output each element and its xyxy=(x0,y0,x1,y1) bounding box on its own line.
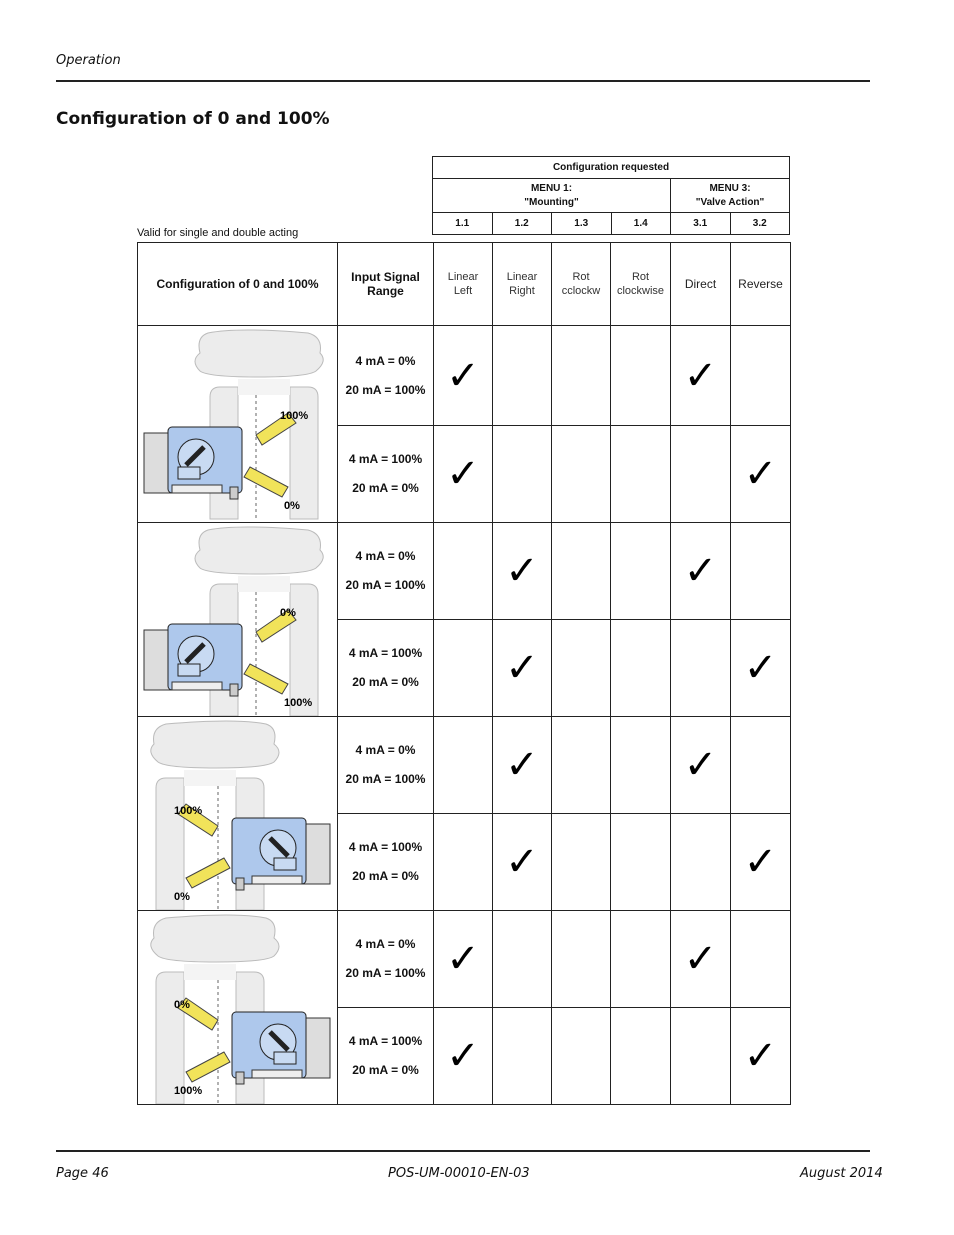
code-cell: 1.1 xyxy=(433,213,493,235)
checkmark-icon: ✓ xyxy=(743,451,778,497)
section-header: Operation xyxy=(56,53,121,68)
signal-line2: 20 mA = 0% xyxy=(352,1063,419,1077)
signal-line2: 20 mA = 100% xyxy=(345,382,426,397)
check-cell xyxy=(611,620,671,717)
footer-doc-id: POS-UM-00010-EN-03 xyxy=(388,1166,530,1181)
signal-line1: 4 mA = 100% xyxy=(348,1034,423,1048)
code-cell: 3.2 xyxy=(730,213,790,235)
check-cell xyxy=(671,717,731,814)
menu1-line2: "Mounting" xyxy=(524,196,579,208)
check-cell xyxy=(611,717,671,814)
check-cell xyxy=(611,426,671,523)
footer-page: Page 46 xyxy=(56,1166,109,1181)
col-11-line1: Linear xyxy=(447,271,479,283)
checkmark-icon: ✓ xyxy=(446,451,480,497)
check-cell xyxy=(731,426,791,523)
page-title: Configuration of 0 and 100% xyxy=(56,109,330,129)
check-cell xyxy=(671,814,731,911)
check-cell xyxy=(731,717,791,814)
valid-note: Valid for single and double acting xyxy=(137,227,299,239)
check-cell xyxy=(434,326,493,426)
input-signal-cell xyxy=(338,911,434,1008)
check-cell xyxy=(434,1008,493,1105)
check-cell xyxy=(552,814,611,911)
menu1-line1: MENU 1: xyxy=(530,182,573,194)
col-config-header: Configuration of 0 and 100% xyxy=(138,243,338,326)
check-cell xyxy=(552,717,611,814)
check-cell xyxy=(671,523,731,620)
input-signal-cell xyxy=(338,326,434,426)
check-cell xyxy=(493,1008,552,1105)
check-cell xyxy=(731,1008,791,1105)
check-cell xyxy=(493,911,552,1008)
check-cell xyxy=(493,717,552,814)
signal-line1: 4 mA = 0% xyxy=(355,937,416,951)
signal-line1: 4 mA = 0% xyxy=(355,743,416,757)
config-illustration-cell xyxy=(138,326,338,523)
input-signal-cell xyxy=(338,717,434,814)
checkmark-icon: ✓ xyxy=(505,645,539,691)
check-cell xyxy=(611,1008,671,1105)
menu3-line2: "Valve Action" xyxy=(695,196,765,208)
check-cell xyxy=(434,426,493,523)
check-cell xyxy=(671,426,731,523)
col-13-line1: Rot xyxy=(572,271,590,283)
input-signal-cell xyxy=(338,426,434,523)
input-signal-cell xyxy=(338,814,434,911)
signal-line1: 4 mA = 0% xyxy=(355,549,416,563)
checkmark-icon: ✓ xyxy=(683,742,718,788)
checkmark-icon: ✓ xyxy=(743,839,778,885)
input-signal-cell xyxy=(338,1008,434,1105)
signal-line2: 20 mA = 0% xyxy=(352,675,419,689)
check-cell xyxy=(731,620,791,717)
actuator-illustration xyxy=(138,327,336,522)
signal-line2: 20 mA = 0% xyxy=(352,869,419,883)
check-cell xyxy=(731,911,791,1008)
checkmark-icon: ✓ xyxy=(743,645,778,691)
menu3-header xyxy=(671,179,790,213)
check-cell xyxy=(434,620,493,717)
check-cell xyxy=(552,1008,611,1105)
check-cell xyxy=(434,911,493,1008)
col-input-line1: Input Signal xyxy=(351,270,420,284)
checkmark-icon: ✓ xyxy=(505,839,539,885)
check-cell xyxy=(434,717,493,814)
stroke-top-label: 100% xyxy=(280,409,309,422)
stroke-bottom-label: 0% xyxy=(284,499,300,512)
checkmark-icon: ✓ xyxy=(683,936,718,982)
checkmark-icon: ✓ xyxy=(505,742,539,788)
col-14-line1: Rot xyxy=(631,271,650,283)
actuator-illustration xyxy=(138,718,336,910)
checkmark-icon: ✓ xyxy=(505,548,539,594)
footer-date: August 2014 xyxy=(800,1166,883,1181)
stroke-top-label: 0% xyxy=(174,998,190,1011)
stroke-bottom-label: 0% xyxy=(174,890,190,903)
actuator-illustration xyxy=(138,524,336,716)
col-11-line2: Left xyxy=(453,285,473,297)
footer-rule xyxy=(56,1150,870,1152)
check-cell xyxy=(552,911,611,1008)
signal-line1: 4 mA = 100% xyxy=(348,840,423,854)
check-cell xyxy=(493,814,552,911)
input-signal-cell xyxy=(338,620,434,717)
col-reverse-header: Reverse xyxy=(731,243,791,326)
stroke-bottom-label: 100% xyxy=(284,696,313,709)
col-14-line2: clockwise xyxy=(616,285,665,297)
config-requested-table xyxy=(432,156,790,235)
table-row xyxy=(138,717,791,814)
code-cell: 1.3 xyxy=(552,213,612,235)
checkmark-icon: ✓ xyxy=(683,548,718,594)
table-header-row xyxy=(138,243,791,326)
check-cell xyxy=(731,523,791,620)
table-row xyxy=(138,326,791,426)
checkmark-icon: ✓ xyxy=(743,1033,778,1079)
col-12-line1: Linear xyxy=(506,271,538,283)
signal-line2: 20 mA = 100% xyxy=(345,578,426,592)
signal-line1: 4 mA = 100% xyxy=(348,452,423,466)
check-cell xyxy=(434,523,493,620)
col-direct-header: Direct xyxy=(671,243,731,326)
menu3-line1: MENU 3: xyxy=(709,182,751,194)
signal-line1: 4 mA = 100% xyxy=(348,646,423,660)
stroke-top-label: 0% xyxy=(280,606,296,619)
check-cell xyxy=(731,814,791,911)
col-input-line2: Range xyxy=(367,284,404,298)
col-linear-left-header xyxy=(434,243,493,326)
stroke-bottom-label: 100% xyxy=(174,1084,203,1097)
code-cell: 1.2 xyxy=(492,213,552,235)
header-rule xyxy=(56,80,870,82)
check-cell xyxy=(731,326,791,426)
config-requested-header: Configuration requested xyxy=(433,157,790,179)
actuator-illustration xyxy=(138,912,336,1104)
check-cell xyxy=(434,814,493,911)
checkmark-icon: ✓ xyxy=(446,936,480,982)
table-row xyxy=(138,523,791,620)
col-linear-right-header xyxy=(493,243,552,326)
check-cell xyxy=(493,426,552,523)
config-illustration-cell xyxy=(138,523,338,717)
code-cell: 1.4 xyxy=(611,213,671,235)
stroke-top-label: 100% xyxy=(174,804,203,817)
col-input-header xyxy=(338,243,434,326)
check-cell xyxy=(671,1008,731,1105)
check-cell xyxy=(611,326,671,426)
signal-line2: 20 mA = 0% xyxy=(352,481,419,495)
checkmark-icon: ✓ xyxy=(446,352,480,399)
check-cell xyxy=(611,814,671,911)
check-cell xyxy=(552,523,611,620)
check-cell xyxy=(493,326,552,426)
col-rot-clockwise-header xyxy=(611,243,671,326)
col-rot-cclockw-header xyxy=(552,243,611,326)
config-illustration-cell xyxy=(138,911,338,1105)
check-cell xyxy=(611,911,671,1008)
check-cell xyxy=(493,523,552,620)
signal-line2: 20 mA = 100% xyxy=(345,772,426,786)
config-illustration-cell xyxy=(138,717,338,911)
col-12-line2: Right xyxy=(509,285,535,297)
code-cell: 3.1 xyxy=(671,213,731,235)
check-cell xyxy=(671,326,731,426)
menu1-header xyxy=(433,179,671,213)
check-cell xyxy=(552,426,611,523)
check-cell xyxy=(493,620,552,717)
signal-line2: 20 mA = 100% xyxy=(345,966,426,980)
checkmark-icon: ✓ xyxy=(446,1033,480,1079)
check-cell xyxy=(611,523,671,620)
check-cell xyxy=(552,620,611,717)
checkmark-icon: ✓ xyxy=(683,352,718,399)
check-cell xyxy=(552,326,611,426)
col-13-line2: cclockw xyxy=(561,285,601,297)
input-signal-cell xyxy=(338,523,434,620)
configuration-table xyxy=(137,242,791,1105)
signal-line1: 4 mA = 0% xyxy=(355,353,416,368)
check-cell xyxy=(671,911,731,1008)
check-cell xyxy=(671,620,731,717)
table-row xyxy=(138,911,791,1008)
